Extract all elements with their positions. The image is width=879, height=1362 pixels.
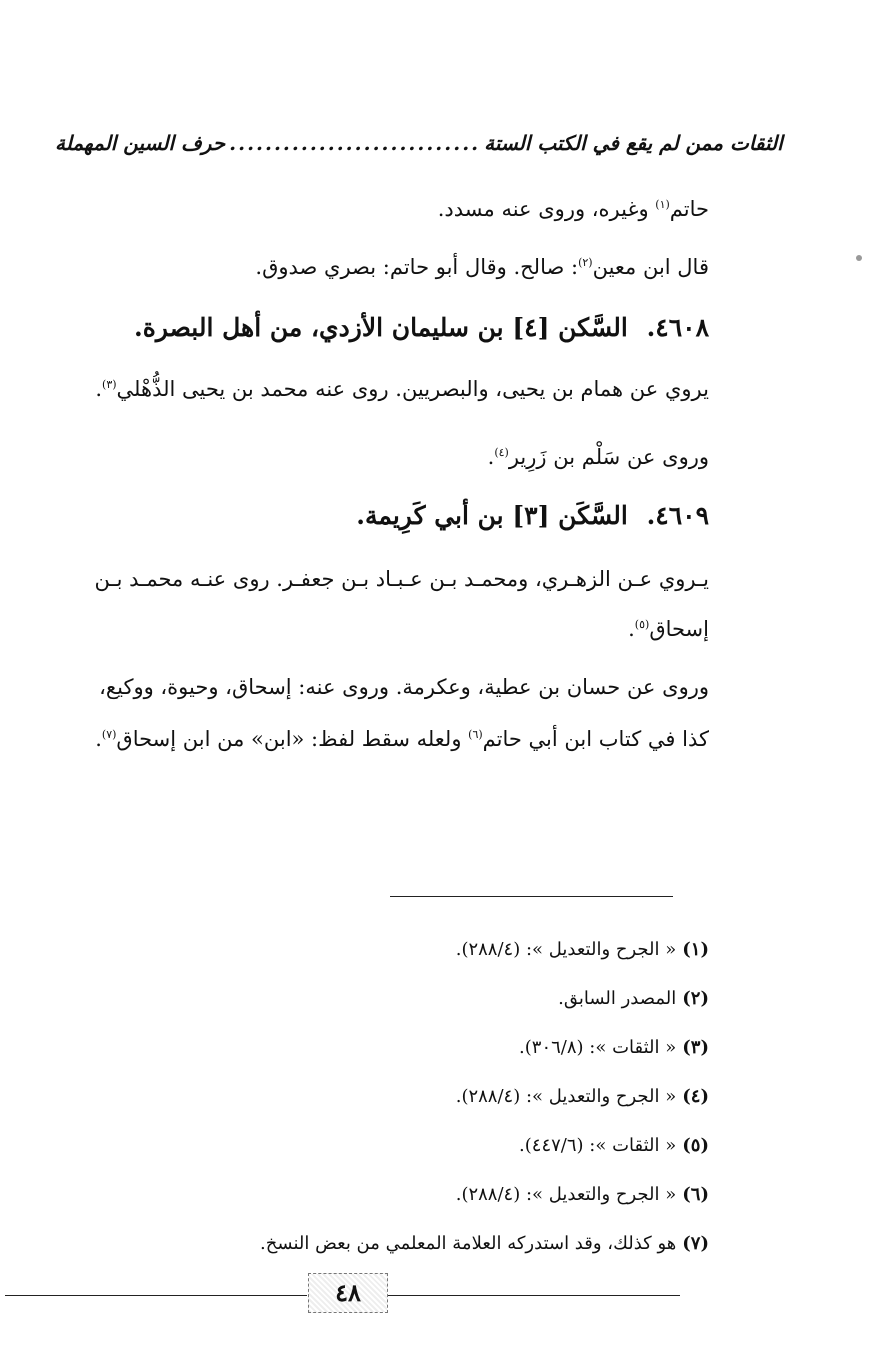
body-line: كذا في كتاب ابن أبي حاتم$^{(٦)}$ ولعله سقط لفظ: «ابن» من ابن إسحاق$^{(٧)}$. (95, 727, 709, 751)
footnote-ref: (٣) (102, 378, 117, 391)
bottom-rule (5, 1295, 307, 1296)
body-line: يروي عن همام بن يحيى، والبصريين. روى عنه محمد بن يحيى الذُّهْلي$^{(٣)}$. (95, 377, 709, 401)
footnote-ref: (٦) (468, 728, 483, 741)
footnote-ref: (٤) (494, 446, 509, 459)
footnote-item: (٢)المصدر السابق. (558, 988, 709, 1009)
footnote-ref: (٥) (634, 618, 650, 631)
body-line: إسحاق$^{(٥)}$. (628, 617, 709, 641)
footnote-item: (٧)هو كذلك، وقد استدركه العلامة المعلمي من بعض النسخ. (260, 1233, 709, 1254)
body-line: وروى عن حسان بن عطية، وعكرمة. وروى عنه: إسحاق، وحيوة، ووكيع، (99, 675, 709, 699)
page-number: ٤٨ (308, 1273, 388, 1313)
footnote-ref: (٧) (101, 728, 117, 741)
footnote-ref: (٢) (578, 256, 593, 269)
footnote-item: (٤)« الجرح والتعديل »: (٢٨٨/٤). (455, 1086, 709, 1107)
footnote-item: (٥)« الثقات »: (٤٤٧/٦). (519, 1135, 709, 1156)
bottom-rule (387, 1295, 680, 1296)
footnote-item: (٣)« الثقات »: (٣٠٦/٨). (519, 1037, 709, 1058)
entry-heading (69, 496, 709, 536)
body-line: وروى عن سَلْم بن زَرِير$^{(٤)}$. (487, 445, 709, 469)
running-header-section: حرف السين المهملة (55, 131, 226, 155)
entry-title: السَّكَن [٣] بن أبي كَرِيمة. (356, 501, 628, 530)
footnotes (189, 925, 709, 1268)
footnote-item: (١)« الجرح والتعديل »: (٢٨٨/٤). (455, 939, 709, 960)
entry-number: ٤٦٠٩. (646, 501, 709, 530)
body-line: حاتم$^{(١)}$ وغيره، وروى عنه مسدد. (437, 197, 709, 221)
entry-title: السَّكن [٤] بن سليمان الأزدي، من أهل البصرة. (134, 313, 628, 342)
entry-number: ٤٦٠٨. (646, 313, 709, 342)
body-line: يـروي عـن الزهـري، ومحمـد بـن عـبـاد بـن جعفـر. روى عنـه محمـد بـن (94, 567, 709, 591)
running-header-dots: ............................ (229, 131, 481, 155)
running-header (55, 118, 783, 168)
entry-heading (69, 308, 709, 348)
footnote-ref: (١) (655, 198, 670, 211)
scan-speck (856, 255, 862, 261)
body-line: قال ابن معين$^{(٢)}$: صالح. وقال أبو حاتم: بصري صدوق. (255, 255, 709, 279)
footnote-separator (390, 896, 673, 897)
running-header-book-title: الثقات ممن لم يقع في الكتب الستة (484, 131, 783, 155)
footnote-item: (٦)« الجرح والتعديل »: (٢٨٨/٤). (455, 1184, 709, 1205)
